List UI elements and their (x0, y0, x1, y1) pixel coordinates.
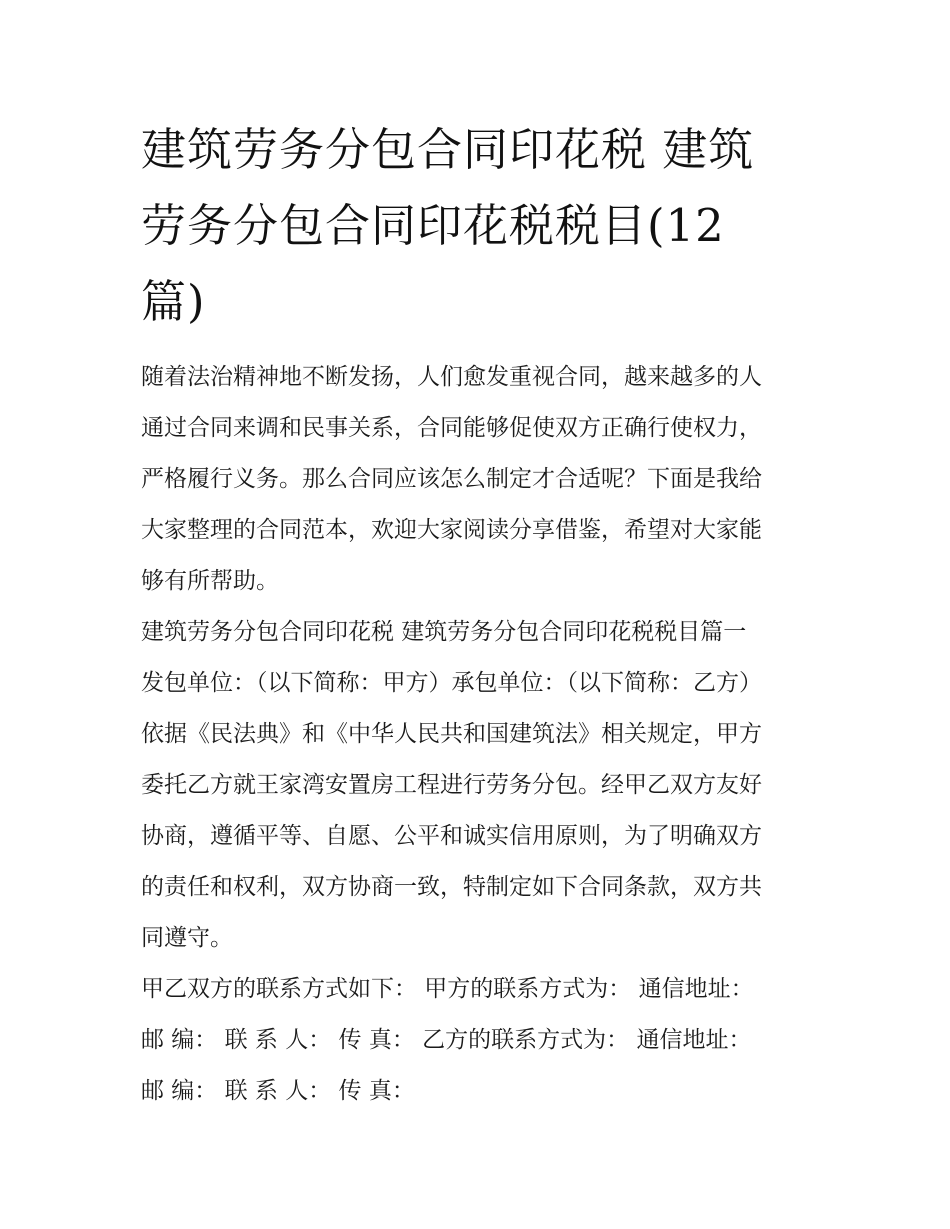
contact-line: 邮 编： 联 系 人： 传 真： (141, 1078, 415, 1104)
body-line: 同遵守。 (141, 925, 233, 951)
body-line: 协商，遵循平等、自愿、公平和诚实信用原则，为了明确双方 (141, 823, 762, 849)
title-line-2: 劳务分包合同印花税税目(12 (141, 199, 725, 252)
intro-line: 通过合同来调和民事关系，合同能够促使双方正确行使权力， (141, 415, 762, 441)
document-title (141, 112, 813, 340)
body-line: 的责任和权利，双方协商一致，特制定如下合同条款，双方共 (141, 874, 762, 900)
intro-line: 随着法治精神地不断发扬，人们愈发重视合同，越来越多的人 (141, 364, 762, 390)
body-line: 发包单位：（以下简称：甲方）承包单位：（以下简称：乙方） (141, 670, 762, 696)
document-content (141, 112, 813, 1117)
body-line: 委托乙方就王家湾安置房工程进行劳务分包。经甲乙双方友好 (141, 772, 762, 798)
section-heading-text: 建筑劳务分包合同印花税 建筑劳务分包合同印花税税目篇一 (141, 619, 747, 645)
section-heading (141, 607, 813, 658)
contract-body-paragraph (141, 658, 813, 964)
intro-line: 大家整理的合同范本，欢迎大家阅读分享借鉴，希望对大家能 (141, 517, 762, 543)
intro-line: 严格履行义务。那么合同应该怎么制定才合适呢？下面是我给 (141, 466, 762, 492)
title-line-3: 篇) (141, 275, 206, 328)
intro-paragraph (141, 352, 813, 607)
intro-line: 够有所帮助。 (141, 568, 279, 594)
body-line: 依据《民法典》和《中华人民共和国建筑法》相关规定，甲方 (141, 721, 762, 747)
contact-info-paragraph (141, 964, 813, 1117)
title-line-1: 建筑劳务分包合同印花税 建筑 (141, 123, 755, 176)
contact-line: 甲乙双方的联系方式如下： 甲方的联系方式为： 通信地址： (141, 976, 754, 1002)
contact-line: 邮 编： 联 系 人： 传 真： 乙方的联系方式为： 通信地址： (141, 1027, 752, 1053)
